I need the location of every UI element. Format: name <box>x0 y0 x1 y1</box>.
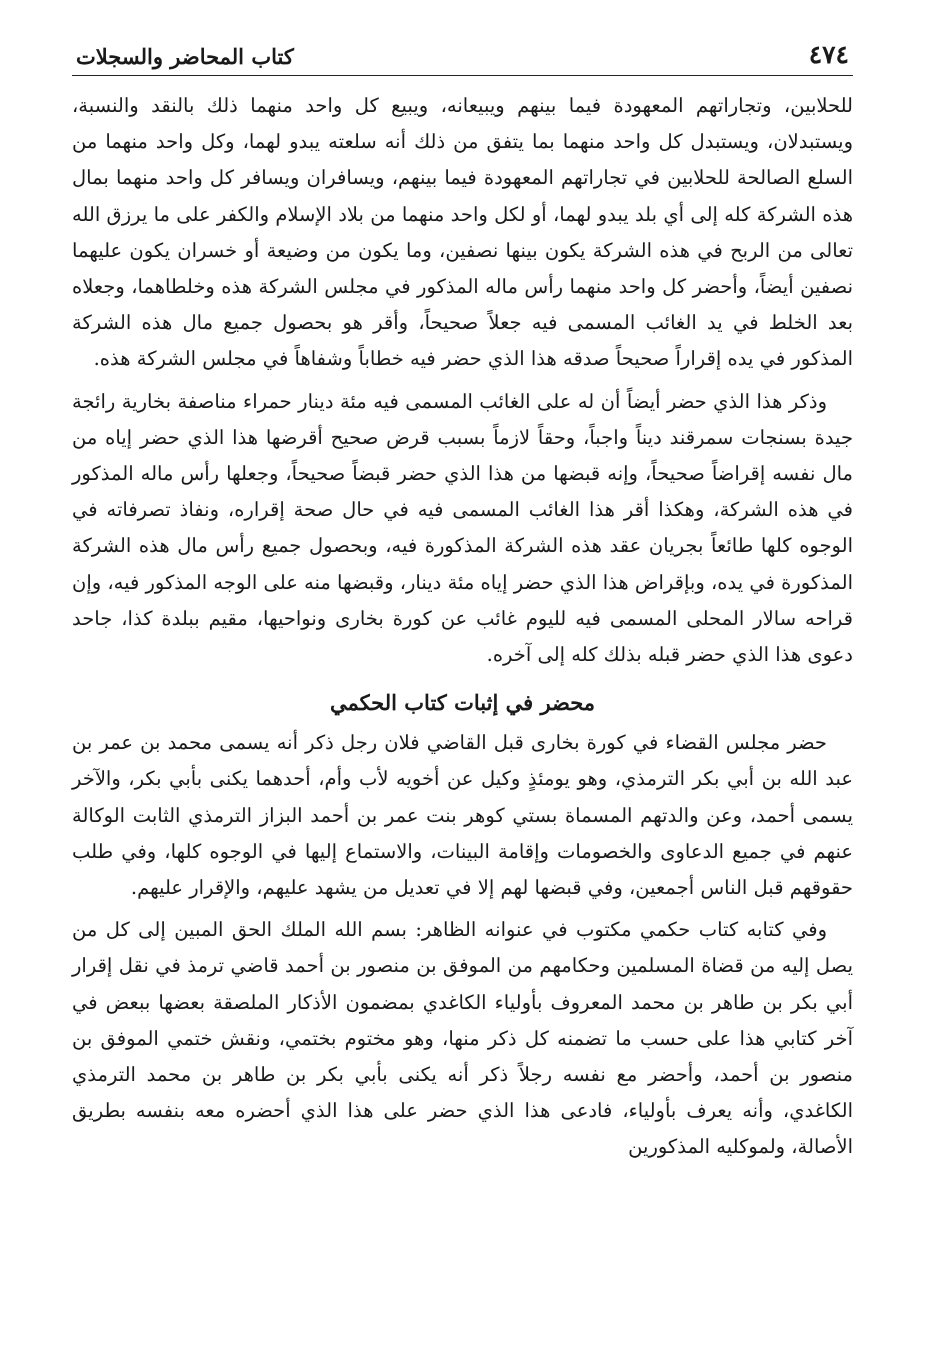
body-paragraph-3: حضر مجلس القضاء في كورة بخارى قبل القاضي فلان رجل ذكر أنه يسمى محمد بن عمر بن عبد الله بن أبي بكر الترمذي، وهو يومئذٍ وكيل عن أخويه لأب وأم، أحدهما يكنى بأبي بكر، والآخر يسمى أحمد، وعن والدتهم المسماة بستي كوهر بنت عمر بن أحمد البزاز الترمذي الثابت الوكالة عنهم في جميع الدعاوى والخصومات وإقامة البينات، والاستماع إليها في الوجوه كلها، وفي طلب حقوقهم قبل الناس أجمعين، وفي قبضها لهم إلا في تعديل من يشهد عليهم، والإقرار عليهم. <box>72 731 854 900</box>
body-paragraph-4: وفي كتابه كتاب حكمي مكتوب في عنوانه الظاهر: بسم الله الملك الحق المبين إلى كل من يصل إليه من قضاة المسلمين وحكامهم من الموفق بن منصور بن أحمد قاضي ترمذ في نقل إقرار أبي بكر بن طاهر بن محمد المعروف بأولياء الكاغدي بمضمون الأذكار الملصقة بعضها ببعض في آخر كتابي هذا على حسب ما تضمنه كل ذكر منها، وهو مختوم بختمي، ونقش ختمي الموفق بن منصور بن أحمد، وأحضر مع نفسه رجلاً ذكر أنه يكنى بأبي بكر بن طاهر بن محمد الترمذي الكاغدي، وأنه يعرف بأولياء، فادعى هذا الذي حضر على هذا الذي أحضره معه بنفسه بطريق الأصالة، ولموكليه المذكورين <box>72 918 853 1159</box>
body-paragraph-1: للحلابين، وتجاراتهم المعهودة فيما بينهم ويبيعانه، ويبيع كل واحد منهما ذلك بالنقد والنسبة، ويستبدلان، ويستبدل كل واحد منهما بما يتفق من ذلك أنه سلعته يبدو لهما، وكل واحد منهما من السلع الصالحة للحلابين في تجاراتهم المعهودة فيما بينهم، ويسافران ويسافر كل واحد منهما بمال هذه الشركة كله إلى أي بلد يبدو لهما، أو لكل واحد منهما من بلاد الإسلام والكفر على ما يرزق الله تعالى من الربح في هذه الشركة يكون بينها نصفين، وما يكون من وضيعة أو خسران يكون عليهما نصفين أيضاً، وأحضر كل واحد منهما رأس ماله المذكور في مجلس الشركة هذه وخلطاهما، وجعلاه بعد الخلط في يد الغائب المسمى فيه جعلاً صحيحاً، وأقر هو بحصول جميع مال هذه الشركة المذكور في يده إقراراً صحيحاً صدقه هذا الذي حضر فيه خطاباً وشفاهاً في مجلس الشركة هذه. <box>72 94 853 371</box>
page-body <box>72 88 853 1166</box>
page-number: ٤٧٤ <box>808 40 849 69</box>
page-header <box>72 32 853 76</box>
section-heading: محضر في إثبات كتاب الحكمي <box>329 690 596 716</box>
running-title: كتاب المحاضر والسجلات <box>76 44 294 69</box>
body-paragraph-2: وذكر هذا الذي حضر أيضاً أن له على الغائب المسمى فيه مئة دينار حمراء مناصفة بخارية رائجة جيدة بسنجات سمرقند ديناً واجباً، وحقاً لازماً بسبب قرض صحيح أقرضها هذا الذي حضر إياه من مال نفسه إقراضاً صحيحاً، وإنه قبضها من هذا الذي حضر قبضاً صحيحاً، وجعلها رأس ماله المذكور في هذه الشركة، وهكذا أقر هذا الغائب المسمى فيه في حال صحة إقراره، ونفاذ تصرفاته في الوجوه كلها طائعاً بجريان عقد هذه الشركة المذكورة فيه، وبحصول جميع رأس مال هذه الشركة المذكورة في يده، وبإقراض هذا الذي حضر إياه مئة دينار، وقبضها منه على الوجه المذكور فيه، وإن قراحه سالار المحلى المسمى فيه لليوم غائب عن كورة بخارى ونواحيها، مقيم ببلدة كذا، جاحد دعوى هذا الذي حضر قبله بذلك كله إلى آخره. <box>72 389 853 667</box>
